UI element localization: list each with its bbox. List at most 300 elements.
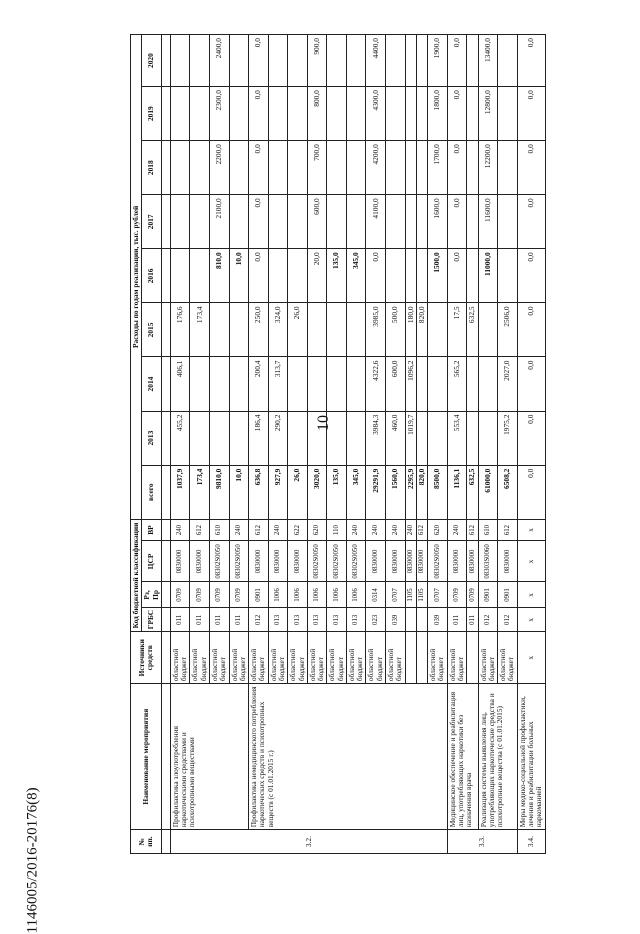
year-cell	[386, 141, 406, 195]
vr-cell: 622	[288, 519, 308, 541]
year-cell	[478, 411, 498, 465]
year-cell: 250,0	[249, 303, 269, 357]
source-cell: областной бюджет	[209, 632, 229, 684]
year-cell	[190, 411, 210, 465]
year-cell: 565,2	[447, 357, 467, 411]
activity-name: Меры медико-социальной профилактики, лечения и реабилитации больных наркоманией	[517, 684, 545, 830]
year-cell	[346, 303, 366, 357]
activity-name: Профилактика немедицинского потребления наркотических средств и психотропных веществ (с 01.01.2015 г.)	[249, 684, 448, 830]
table-body	[170, 35, 545, 854]
vr-cell: 612	[467, 519, 478, 541]
year-cell	[428, 357, 448, 411]
total-cell: 2295,9	[405, 465, 416, 519]
header-source: Источники средств	[131, 632, 162, 684]
grbs-cell: 023	[366, 608, 386, 632]
document-code: 1146005/2016-20176(8)	[24, 787, 41, 934]
grbs-cell: 011	[209, 608, 229, 632]
year-cell: 186,4	[249, 411, 269, 465]
year-cell	[386, 35, 406, 87]
source-cell	[405, 632, 416, 684]
year-cell: 10,0	[229, 249, 249, 303]
source-cell: областной бюджет	[428, 632, 448, 684]
year-cell	[190, 195, 210, 249]
year-cell: 0,0	[517, 411, 545, 465]
year-cell: 632,5	[467, 303, 478, 357]
year-cell	[170, 195, 190, 249]
year-cell: 20,0	[307, 249, 327, 303]
rzpr-cell: 1006	[288, 582, 308, 608]
year-cell: 0,0	[447, 249, 467, 303]
rotated-table-container	[130, 34, 635, 854]
total-cell: 3020,0	[307, 465, 327, 519]
rzpr-cell: 0709	[447, 582, 467, 608]
header-year: 2018	[142, 141, 162, 195]
year-cell: 1019,7	[405, 411, 416, 465]
year-cell	[346, 411, 366, 465]
source-cell: областной бюджет	[447, 632, 467, 684]
year-cell: 4100,0	[366, 195, 386, 249]
year-cell	[467, 357, 478, 411]
year-cell: 4200,0	[366, 141, 386, 195]
vr-cell: 612	[416, 519, 427, 541]
year-cell	[416, 249, 427, 303]
year-cell: 3984,3	[366, 411, 386, 465]
csr-cell: 0830000	[190, 541, 210, 582]
year-cell: 2300,0	[209, 87, 229, 141]
year-cell	[416, 195, 427, 249]
vr-cell: 240	[386, 519, 406, 541]
grbs-cell: 011	[447, 608, 467, 632]
year-cell	[346, 87, 366, 141]
year-cell: 1500,0	[428, 249, 448, 303]
year-cell: 700,0	[307, 141, 327, 195]
grbs-cell: 012	[478, 608, 498, 632]
rzpr-cell: 0709	[209, 582, 229, 608]
rzpr-cell: 1006	[346, 582, 366, 608]
source-cell: областной бюджет	[346, 632, 366, 684]
rzpr-cell: 1006	[307, 582, 327, 608]
grbs-cell: 011	[170, 608, 190, 632]
rzpr-cell: 0901	[478, 582, 498, 608]
year-cell	[170, 35, 190, 87]
year-cell	[229, 411, 249, 465]
total-cell: 8500,0	[428, 465, 448, 519]
year-cell: 0,0	[249, 195, 269, 249]
year-cell: 11000,0	[478, 249, 498, 303]
csr-cell: 08302S0050	[346, 541, 366, 582]
activity-name: Профилактика злоупотребления наркотическими средствами и психотропными веществами	[170, 684, 248, 830]
year-cell: 26,0	[288, 303, 308, 357]
rzpr-cell: 1105	[416, 582, 427, 608]
total-cell: 6508,2	[498, 465, 518, 519]
vr-cell: 610	[209, 519, 229, 541]
grbs-cell: 039	[428, 608, 448, 632]
year-cell	[190, 35, 210, 87]
year-cell: 200,4	[249, 357, 269, 411]
grbs-cell: 013	[307, 608, 327, 632]
year-cell	[416, 87, 427, 141]
year-cell: 290,2	[268, 411, 288, 465]
year-cell: 2400,0	[209, 35, 229, 87]
vr-cell: 240	[366, 519, 386, 541]
year-cell: 0,0	[517, 35, 545, 87]
year-cell	[307, 303, 327, 357]
rzpr-cell: 1006	[268, 582, 288, 608]
rzpr-cell: 1105	[405, 582, 416, 608]
vr-cell: 240	[447, 519, 467, 541]
csr-cell: 0830000	[288, 541, 308, 582]
year-cell	[467, 249, 478, 303]
section-number: 3.4.	[517, 830, 545, 854]
vr-cell: 620	[307, 519, 327, 541]
grbs-cell: 011	[229, 608, 249, 632]
year-cell	[416, 35, 427, 87]
year-cell	[416, 357, 427, 411]
rzpr-cell: 0707	[428, 582, 448, 608]
year-cell	[478, 303, 498, 357]
rzpr-cell: х	[517, 582, 545, 608]
year-cell: 1900,0	[428, 35, 448, 87]
grbs-cell: 013	[327, 608, 347, 632]
year-cell: 900,0	[307, 35, 327, 87]
year-cell	[346, 195, 366, 249]
csr-cell: 0830000	[386, 541, 406, 582]
source-cell: областной бюджет	[190, 632, 210, 684]
year-cell	[386, 249, 406, 303]
year-cell	[467, 411, 478, 465]
source-cell: областной бюджет	[307, 632, 327, 684]
year-cell	[327, 357, 347, 411]
total-cell: 9810,0	[209, 465, 229, 519]
csr-cell: 08302S0050	[209, 541, 229, 582]
year-cell: 0,0	[447, 35, 467, 87]
rzpr-cell: 0314	[366, 582, 386, 608]
year-cell	[405, 35, 416, 87]
csr-cell: х	[517, 541, 545, 582]
year-cell	[327, 303, 347, 357]
csr-cell: 08302S0050	[327, 541, 347, 582]
source-cell	[416, 632, 427, 684]
year-cell	[346, 141, 366, 195]
year-cell: 13400,0	[478, 35, 498, 87]
csr-cell: 0830000	[405, 541, 416, 582]
year-cell	[405, 249, 416, 303]
total-cell: 29291,9	[366, 465, 386, 519]
header-year: 2014	[142, 357, 162, 411]
vr-cell: 612	[249, 519, 269, 541]
total-cell: 26,0	[288, 465, 308, 519]
year-cell	[288, 411, 308, 465]
total-cell: 1136,1	[447, 465, 467, 519]
year-cell: 345,0	[346, 249, 366, 303]
header-classification: Код бюджетной классификации	[131, 519, 142, 632]
total-cell: 1560,0	[386, 465, 406, 519]
year-cell: 600,0	[307, 195, 327, 249]
year-cell	[288, 195, 308, 249]
vr-cell: 240	[229, 519, 249, 541]
year-cell: 600,0	[386, 357, 406, 411]
year-cell	[307, 411, 327, 465]
year-cell	[268, 35, 288, 87]
year-cell: 0,0	[447, 87, 467, 141]
source-cell: областной бюджет	[386, 632, 406, 684]
year-cell: 406,1	[170, 357, 190, 411]
year-cell	[386, 195, 406, 249]
year-cell: 500,0	[386, 303, 406, 357]
year-cell	[288, 87, 308, 141]
year-cell	[229, 195, 249, 249]
year-cell	[467, 87, 478, 141]
year-cell	[416, 141, 427, 195]
grbs-cell: 013	[346, 608, 366, 632]
year-cell: 820,0	[416, 303, 427, 357]
table-row	[478, 35, 498, 854]
vr-cell: 240	[170, 519, 190, 541]
source-cell: областной бюджет	[478, 632, 498, 684]
year-cell: 1096,2	[405, 357, 416, 411]
year-cell: 0,0	[249, 141, 269, 195]
grbs-cell	[405, 608, 416, 632]
year-cell: 0,0	[517, 141, 545, 195]
source-cell: областной бюджет	[366, 632, 386, 684]
total-cell: 10,0	[229, 465, 249, 519]
year-cell: 4400,0	[366, 35, 386, 87]
year-cell: 0,0	[517, 195, 545, 249]
year-cell: 460,0	[386, 411, 406, 465]
year-cell: 1800,0	[428, 87, 448, 141]
total-cell: 173,4	[190, 465, 210, 519]
header-rzpr: Рз, Пр	[142, 582, 162, 608]
header-csr: ЦСР	[142, 541, 162, 582]
year-cell	[209, 357, 229, 411]
total-cell: 345,0	[346, 465, 366, 519]
year-cell	[170, 141, 190, 195]
year-cell	[498, 35, 518, 87]
year-cell	[268, 195, 288, 249]
activity-name: Медицинское обеспечение и реабилитация лиц, употребляющих наркотики без назначения врача	[447, 684, 478, 830]
year-cell	[478, 357, 498, 411]
year-cell	[229, 357, 249, 411]
header-year: 2016	[142, 249, 162, 303]
vr-cell: 240	[268, 519, 288, 541]
csr-cell: 0830000	[366, 541, 386, 582]
source-cell: областной бюджет	[249, 632, 269, 684]
year-cell: 0,0	[517, 357, 545, 411]
csr-cell: 0830000	[170, 541, 190, 582]
year-cell: 4300,0	[366, 87, 386, 141]
year-cell: 313,7	[268, 357, 288, 411]
grbs-cell: 039	[386, 608, 406, 632]
year-cell	[498, 195, 518, 249]
table-row	[170, 35, 190, 854]
vr-cell: 240	[405, 519, 416, 541]
year-cell	[170, 249, 190, 303]
year-cell: 135,0	[327, 249, 347, 303]
header-year: 2013	[142, 411, 162, 465]
year-cell	[288, 249, 308, 303]
rzpr-cell: 0709	[190, 582, 210, 608]
year-cell	[386, 87, 406, 141]
year-cell	[327, 87, 347, 141]
source-cell: областной бюджет	[268, 632, 288, 684]
year-cell: 4322,6	[366, 357, 386, 411]
grbs-cell: х	[517, 608, 545, 632]
year-cell	[428, 303, 448, 357]
header-no: № пп.	[131, 830, 162, 854]
vr-cell: 610	[478, 519, 498, 541]
csr-cell: 08302S0050	[428, 541, 448, 582]
csr-cell: 08303S0060	[478, 541, 498, 582]
year-cell: 12200,0	[478, 141, 498, 195]
rzpr-cell: 0709	[229, 582, 249, 608]
year-cell	[428, 411, 448, 465]
activity-name: Реализация системы выявления лиц, употребляющих наркотические средства и психотропные вещества (с 01.01.2015)	[478, 684, 517, 830]
year-cell	[346, 357, 366, 411]
year-cell: 553,4	[447, 411, 467, 465]
year-cell	[209, 303, 229, 357]
header-year: 2017	[142, 195, 162, 249]
year-cell: 2100,0	[209, 195, 229, 249]
year-cell	[405, 195, 416, 249]
source-cell: областной бюджет	[170, 632, 190, 684]
csr-cell: 08302S0050	[229, 541, 249, 582]
grbs-cell: 013	[268, 608, 288, 632]
grbs-cell: 012	[249, 608, 269, 632]
csr-cell: 0830000	[268, 541, 288, 582]
year-cell: 455,2	[170, 411, 190, 465]
year-cell: 12800,0	[478, 87, 498, 141]
year-cell: 0,0	[249, 87, 269, 141]
year-cell	[288, 35, 308, 87]
year-cell: 1975,2	[498, 411, 518, 465]
year-cell	[467, 35, 478, 87]
total-cell: 1037,9	[170, 465, 190, 519]
year-cell: 0,0	[447, 195, 467, 249]
year-cell: 810,0	[209, 249, 229, 303]
header-total: всего	[142, 465, 162, 519]
header-vr: ВР	[142, 519, 162, 541]
year-cell: 2506,0	[498, 303, 518, 357]
year-cell	[405, 87, 416, 141]
column-number-row	[161, 35, 170, 854]
year-cell: 17,5	[447, 303, 467, 357]
vr-cell: х	[517, 519, 545, 541]
year-cell: 800,0	[307, 87, 327, 141]
vr-cell: 612	[190, 519, 210, 541]
year-cell: 0,0	[517, 249, 545, 303]
year-cell	[229, 35, 249, 87]
total-cell: 927,9	[268, 465, 288, 519]
vr-cell: 110	[327, 519, 347, 541]
year-cell: 0,0	[249, 35, 269, 87]
year-cell	[327, 411, 347, 465]
year-cell	[327, 35, 347, 87]
year-cell: 2200,0	[209, 141, 229, 195]
grbs-cell: 011	[190, 608, 210, 632]
rzpr-cell: 1006	[327, 582, 347, 608]
year-cell	[190, 249, 210, 303]
year-cell	[190, 141, 210, 195]
rzpr-cell: 0709	[170, 582, 190, 608]
year-cell	[307, 357, 327, 411]
rzpr-cell: 0707	[386, 582, 406, 608]
header-year: 2015	[142, 303, 162, 357]
year-cell	[346, 35, 366, 87]
csr-cell: 08302S0050	[307, 541, 327, 582]
year-cell	[467, 141, 478, 195]
year-cell	[405, 141, 416, 195]
year-cell: 0,0	[447, 141, 467, 195]
source-cell: х	[517, 632, 545, 684]
year-cell	[229, 303, 249, 357]
table-row	[447, 35, 467, 854]
header-year: 2019	[142, 87, 162, 141]
total-cell: 135,0	[327, 465, 347, 519]
header-expenses: Расходы по годам реализации, тыс. рублей	[131, 35, 142, 520]
year-cell	[229, 87, 249, 141]
vr-cell: 612	[498, 519, 518, 541]
year-cell: 173,4	[190, 303, 210, 357]
header-year: 2020	[142, 35, 162, 87]
vr-cell: 240	[346, 519, 366, 541]
table-row	[517, 35, 545, 854]
year-cell	[498, 87, 518, 141]
year-cell: 0,0	[517, 87, 545, 141]
year-cell	[268, 141, 288, 195]
csr-cell: 0830000	[498, 541, 518, 582]
rzpr-cell: 0901	[249, 582, 269, 608]
csr-cell: 0830000	[416, 541, 427, 582]
source-cell: областной бюджет	[498, 632, 518, 684]
csr-cell: 0830000	[447, 541, 467, 582]
grbs-cell	[416, 608, 427, 632]
year-cell: 0,0	[517, 303, 545, 357]
table-header	[131, 35, 171, 854]
year-cell	[190, 357, 210, 411]
source-cell: областной бюджет	[229, 632, 249, 684]
year-cell: 1600,0	[428, 195, 448, 249]
rzpr-cell: 0709	[467, 582, 478, 608]
header-name: Наименование мероприятия	[131, 684, 162, 830]
vr-cell: 620	[428, 519, 448, 541]
source-cell: областной бюджет	[288, 632, 308, 684]
year-cell	[498, 141, 518, 195]
year-cell: 11600,0	[478, 195, 498, 249]
total-cell: 632,5	[467, 465, 478, 519]
total-cell: 0,0	[517, 465, 545, 519]
year-cell	[268, 249, 288, 303]
year-cell: 3985,0	[366, 303, 386, 357]
year-cell: 0,0	[249, 249, 269, 303]
year-cell	[498, 249, 518, 303]
year-cell	[416, 411, 427, 465]
year-cell: 1700,0	[428, 141, 448, 195]
year-cell: 324,0	[268, 303, 288, 357]
year-cell	[190, 87, 210, 141]
year-cell	[229, 141, 249, 195]
year-cell	[327, 141, 347, 195]
source-cell: областной бюджет	[327, 632, 347, 684]
csr-cell: 0830000	[249, 541, 269, 582]
year-cell	[288, 357, 308, 411]
year-cell	[467, 195, 478, 249]
expenses-table	[130, 34, 546, 854]
year-cell: 176,6	[170, 303, 190, 357]
table-row	[249, 35, 269, 854]
grbs-cell: 013	[288, 608, 308, 632]
grbs-cell: 011	[467, 608, 478, 632]
grbs-cell: 012	[498, 608, 518, 632]
